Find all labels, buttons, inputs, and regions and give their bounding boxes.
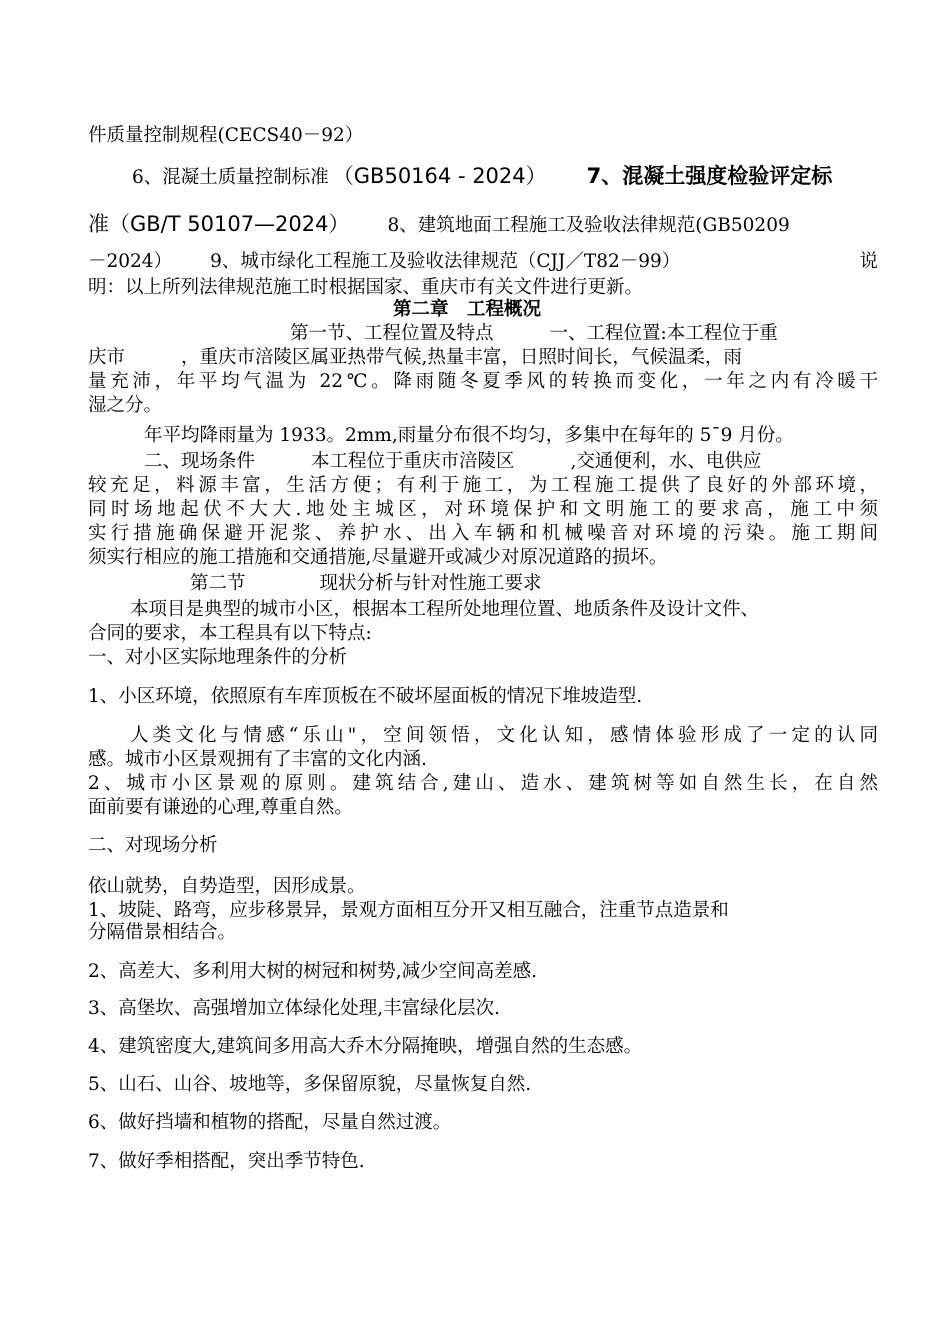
text-segment: －2024） [88,251,173,272]
text-line: 1、坡陡、路弯，应步移景异，景观方面相互分开又相互融合，注重节点造景和 [88,900,729,921]
section-heading: 二、对现场分析 [88,835,218,856]
text-line [88,250,878,274]
text-line: 6、做好挡墙和植物的搭配，尽量自然过渡。 [88,1112,452,1133]
text-line: 2、城市小区景观的原则。建筑结合,建山、造水、建筑树等如自然生长，在自然 [88,773,878,794]
text-segment: ,交通便利，水、电供应 [570,451,762,472]
text-line: 须实行相应的施工措施和交通措施,尽量避开或减少对原况道路的损坏。 [88,547,668,568]
text-line: 较充足，料源丰富，生活方便；有利于施工，为工程施工提供了良好的外部环境， [88,475,878,496]
text-line: 感。城市小区景观拥有了丰富的文化内涵. [88,749,427,770]
text-line: 合同的要求，本工程具有以下特点: [88,623,372,644]
text-segment: 7、混凝土强度检验评定标 [586,164,833,188]
text-line [144,450,874,474]
text-segment: 8、建筑地面工程施工及验收法律规范(GB50209 [387,215,790,236]
text-line: 1、小区环境，依照原有车库顶板在不破坏屋面板的情况下堆坡造型. [88,686,643,707]
text-line: 湿之分。 [88,395,163,416]
section-heading: 第一节、工程位置及特点 [290,323,494,344]
text-line: 实行措施确保避开泥浆、养护水、出入车辆和机械噪音对环境的污染。施工期间 [88,523,878,544]
text-line: 年平均降雨量为 1933。2mm,雨量分布很不均匀，多集中在每年的 5¯9 月份。 [144,425,794,446]
text-line: 同时场地起伏不大大.地处主城区，对环境保护和文明施工的要求高，施工中须 [88,499,878,520]
text-line: 2、高差大、多利用大树的树冠和树势,减少空间高差感. [88,961,538,982]
text-segment: 说 [859,251,878,272]
text-segment: 9、城市绿化工程施工及验收法律规范（CJJ／T82－99） [210,251,681,272]
text-line: 7、做好季相搭配，突出季节特色. [88,1151,365,1172]
text-line [190,572,790,596]
text-segment: 一、工程位置:本工程位于重 [549,323,778,344]
text-line: 件质量控制规程(CECS40－92） [88,125,364,146]
text-line: 分隔借景相结合。 [88,922,237,943]
text-line: 3、高堡坎、高强增加立体绿化处理,丰富绿化层次. [88,998,501,1019]
text-segment: 本工程位于重庆市涪陵区 [311,451,515,472]
text-line [290,322,880,346]
text-line [88,346,878,370]
text-segment: 6、混凝土质量控制标准 [132,167,329,188]
text-segment: ，重庆市涪陵区属亚热带气候,热量丰富，日照时间长，气候温柔，雨 [181,347,742,368]
text-line: 4、建筑密度大,建筑间多用高大乔木分隔掩映，增强自然的生态感。 [88,1036,643,1057]
text-line: 本项目是典型的城市小区，根据本工程所处地理位置、地质条件及设计文件、 [130,599,760,620]
text-line [88,212,878,238]
text-line: 依山就势，自势造型，因形成景。 [88,876,366,897]
chapter-heading: 第二章 工程概况 [393,299,542,320]
text-line: 量充沛，年平均气温为 22℃。降雨随冬夏季风的转换而变化，一年之内有冷暖干 [88,371,878,392]
section-heading: 二、现场条件 [144,451,256,472]
text-line: 人类文化与情感“乐山"，空间领悟，文化认知，感情体验形成了一定的认同 [130,725,878,746]
text-line [132,164,882,190]
section-heading: 第二节 [190,573,246,594]
text-line: 5、山石、山谷、坡地等，多保留原貌，尽量恢复自然. [88,1074,532,1095]
text-segment: 庆市 [88,347,126,368]
standard-code: 准（GB/T 50107—2024） [88,212,350,236]
section-heading: 一、对小区实际地理条件的分析 [88,647,348,668]
text-line: 面前要有谦逊的心理,尊重自然。 [88,797,353,818]
text-line: 明：以上所列法律规范施工时根据国家、重庆市有关文件进行更新。 [88,277,644,298]
standard-code: （GB50164 - 2024） [332,164,547,188]
section-heading: 现状分析与针对性施工要求 [319,573,542,594]
